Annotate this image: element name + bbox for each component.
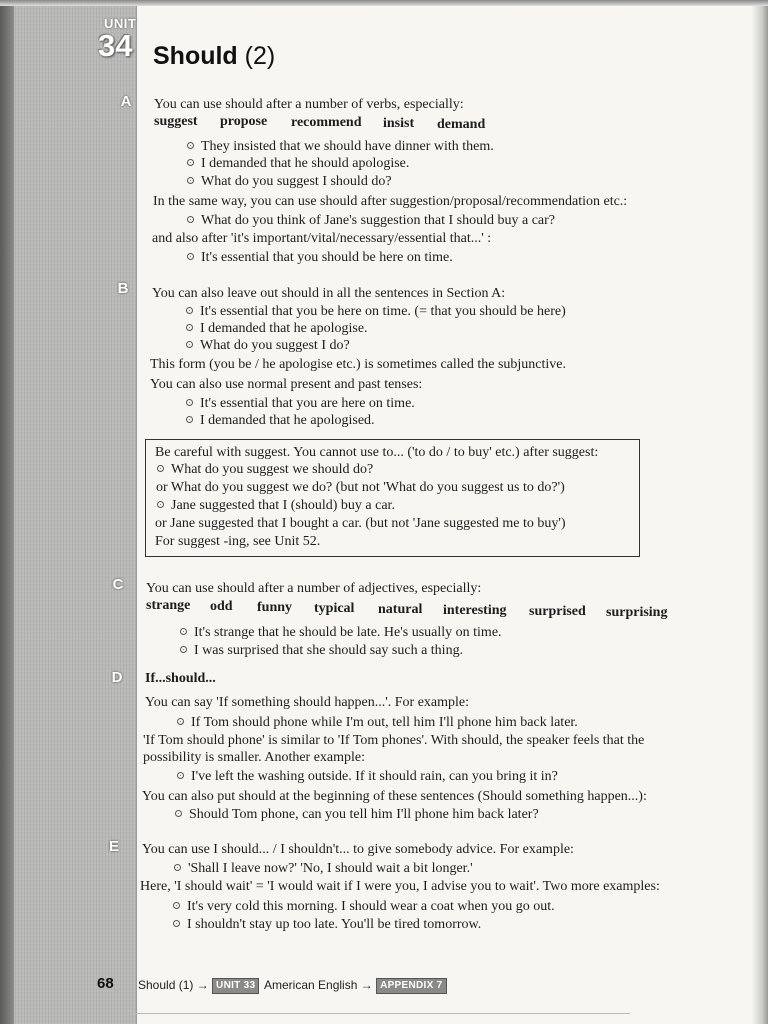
adjective-natural: natural — [378, 602, 423, 617]
section-d-intro: You can say 'If something should happen...'. For example: — [145, 695, 470, 710]
section-letter-a: A — [120, 93, 132, 110]
section-e-here: Here, 'I should wait' = 'I would wait if I were you, I advise you to wait'. Two more examples: — [140, 879, 660, 894]
title-bold: Should — [153, 42, 238, 70]
unit-label: UNIT — [104, 16, 137, 31]
page-curl-edge — [752, 0, 768, 1024]
bullet-icon — [186, 399, 193, 406]
bullet-icon — [186, 324, 193, 331]
section-d-possibility: possibility is smaller. Another example: — [143, 750, 366, 765]
section-letter-c: C — [112, 576, 124, 593]
bullet-icon — [187, 177, 194, 184]
adjective-odd: odd — [210, 599, 233, 614]
adjective-surprised: surprised — [529, 604, 586, 619]
bullet-icon — [177, 772, 184, 779]
box-line-6: For suggest -ing, see Unit 52. — [155, 534, 321, 549]
section-a-intro: You can use should after a number of verbs, especially: — [154, 97, 464, 112]
bullet-icon — [186, 416, 193, 423]
section-d-beginning: You can also put should at the beginning of these sentences (Should something happen...): — [142, 789, 647, 804]
bullet-icon — [187, 159, 194, 166]
section-e-example-1: 'Shall I leave now?' 'No, I should wait a bit longer.' — [174, 860, 473, 877]
section-b-example-5: I demanded that he apologised. — [186, 412, 375, 429]
bullet-icon — [180, 628, 187, 635]
footer-link-should-1[interactable]: Should (1) → UNIT 33 — [138, 978, 259, 994]
bullet-icon — [187, 253, 194, 260]
adjective-funny: funny — [257, 600, 293, 615]
section-b-subjunctive: This form (you be / he apologise etc.) is sometimes called the subjunctive. — [150, 357, 567, 372]
footer-rule — [130, 1013, 630, 1014]
box-line-5: or Jane suggested that I bought a car. (but not 'Jane suggested me to buy') — [155, 516, 566, 531]
box-line-1: Be careful with suggest. You cannot use to... ('to do / to buy' etc.) after suggest: — [155, 445, 599, 460]
section-e-intro: You can use I should... / I shouldn't... to give somebody advice. For example: — [142, 842, 574, 857]
bullet-icon — [187, 142, 194, 149]
box-line-3: or What do you suggest we do? (but not 'What do you suggest us to do?') — [156, 480, 565, 495]
section-a-example-2: I demanded that he should apologise. — [187, 155, 409, 172]
appendix-7-chip[interactable]: APPENDIX 7 — [376, 978, 446, 994]
section-b-example-2: I demanded that he apologise. — [186, 320, 368, 337]
adjective-surprising: surprising — [606, 605, 668, 620]
page-title — [153, 42, 275, 71]
box-line-2: What do you suggest we should do? — [157, 461, 373, 478]
section-b-normal-tenses: You can also use normal present and past tenses: — [150, 377, 423, 392]
top-edge — [0, 0, 768, 6]
bullet-icon — [180, 646, 187, 653]
adjective-typical: typical — [314, 601, 355, 616]
section-d-example-3: Should Tom phone, can you tell him I'll phone him back later? — [175, 806, 539, 823]
section-letter-d: D — [111, 669, 123, 686]
section-letter-e: E — [108, 838, 119, 855]
bullet-icon — [157, 501, 164, 508]
section-a-same-way: In the same way, you can use should after suggestion/proposal/recommendation etc.: — [153, 194, 628, 209]
unit-33-chip[interactable]: UNIT 33 — [212, 978, 259, 994]
section-e-example-3: I shouldn't stay up too late. You'll be tired tomorrow. — [173, 916, 481, 933]
section-a-example-5: It's essential that you should be here on time. — [187, 249, 453, 266]
section-d-example-1: If Tom should phone while I'm out, tell him I'll phone him back later. — [177, 714, 578, 731]
section-b-example-1: It's essential that you be here on time. (= that you should be here) — [186, 303, 566, 320]
bullet-icon — [186, 307, 193, 314]
bullet-icon — [173, 902, 180, 909]
bullet-icon — [174, 864, 181, 871]
verb-insist: insist — [383, 116, 415, 131]
section-a-also-after: and also after 'it's important/vital/necessary/essential that...' : — [152, 231, 492, 246]
section-e-example-2: It's very cold this morning. I should wear a coat when you go out. — [173, 898, 555, 915]
bullet-icon — [186, 341, 193, 348]
page-edge-band — [0, 0, 137, 1024]
bullet-icon — [187, 216, 194, 223]
section-d-heading: If...should... — [145, 671, 216, 686]
section-a-example-3: What do you suggest I should do? — [187, 173, 392, 190]
section-c-example-1: It's strange that he should be late. He's usually on time. — [180, 624, 502, 641]
section-b-example-3: What do you suggest I do? — [186, 337, 350, 354]
page-number: 68 — [97, 975, 114, 992]
section-letter-b: B — [117, 280, 129, 297]
verb-propose: propose — [220, 114, 268, 129]
section-b-intro: You can also leave out should in all the sentences in Section A: — [152, 286, 506, 301]
verb-suggest: suggest — [154, 114, 198, 129]
title-suffix: (2) — [244, 42, 276, 70]
verb-demand: demand — [437, 117, 486, 132]
box-line-4: Jane suggested that I (should) buy a car. — [157, 497, 395, 514]
section-c-example-2: I was surprised that she should say such a thing. — [180, 642, 463, 659]
bullet-icon — [175, 810, 182, 817]
section-a-example-4: What do you think of Jane's suggestion that I should buy a car? — [187, 212, 555, 229]
section-b-example-4: It's essential that you are here on time. — [186, 395, 415, 412]
unit-number: 34 — [98, 28, 133, 63]
bullet-icon — [177, 718, 184, 725]
section-d-similar: 'If Tom should phone' is similar to 'If Tom phones'. With should, the speaker feels that the — [143, 733, 645, 748]
section-a-example-1: They insisted that we should have dinner with them. — [187, 138, 494, 155]
verb-recommend: recommend — [291, 115, 362, 130]
section-d-example-2: I've left the washing outside. If it should rain, can you bring it in? — [177, 768, 558, 785]
bullet-icon — [157, 465, 164, 472]
bullet-icon — [173, 920, 180, 927]
adjective-strange: strange — [146, 598, 191, 613]
adjective-interesting: interesting — [443, 603, 507, 618]
footer-link-american-english[interactable]: American English → APPENDIX 7 — [264, 978, 447, 994]
section-c-intro: You can use should after a number of adjectives, especially: — [146, 581, 482, 596]
binding-shadow — [0, 0, 14, 1024]
